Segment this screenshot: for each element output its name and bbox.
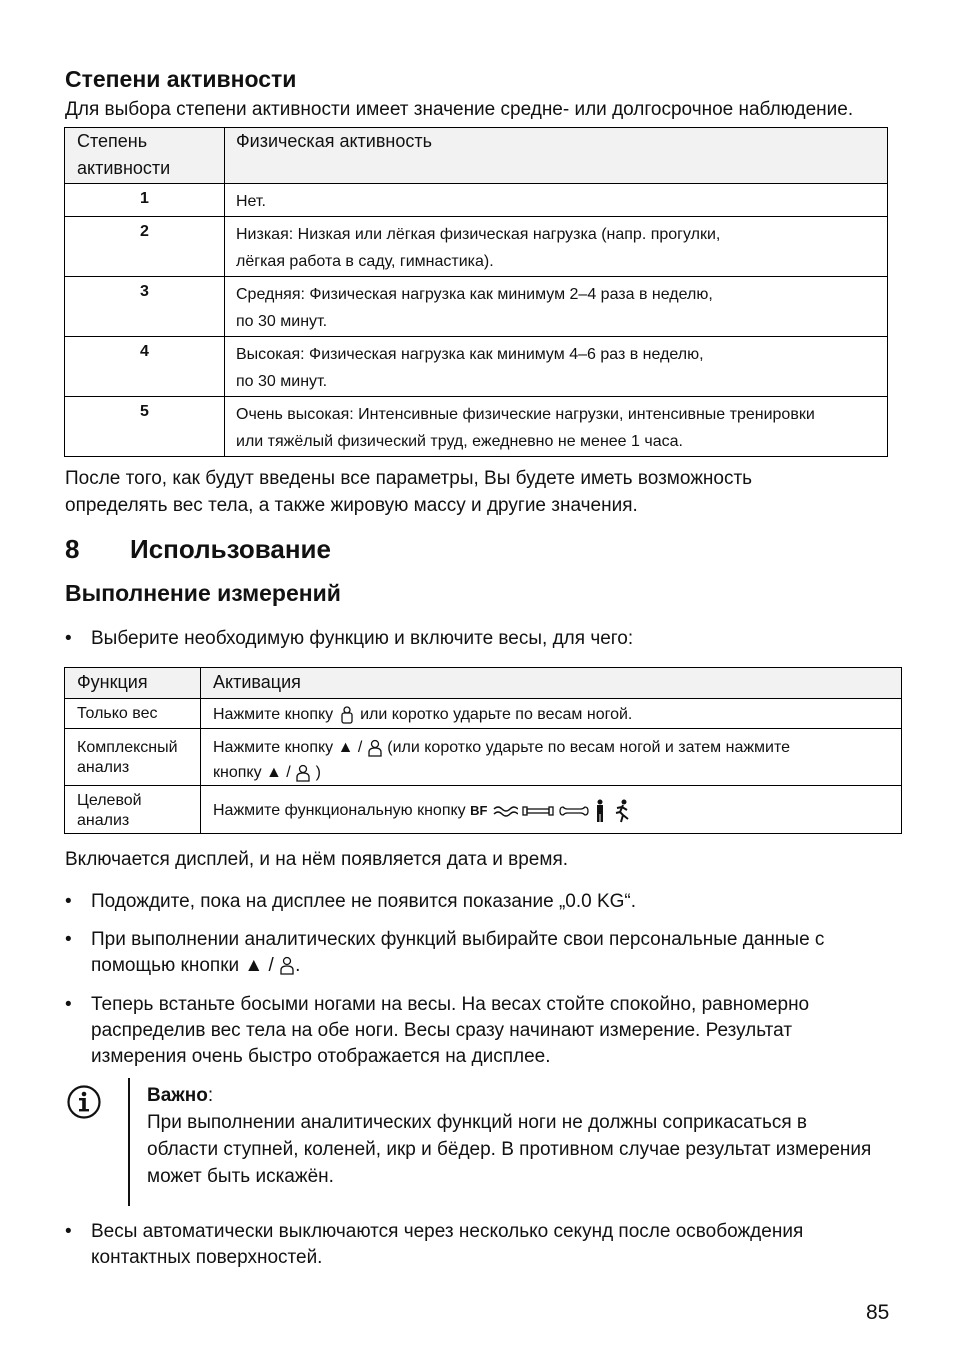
bullet-icon: • <box>65 628 72 649</box>
table-row <box>65 217 888 277</box>
chapter-heading <box>65 534 331 565</box>
bullet-icon: • <box>65 994 72 1015</box>
activity-level: 5 <box>65 397 225 457</box>
function-table-header-activation: Активация <box>201 668 902 699</box>
activity-level: 1 <box>65 184 225 217</box>
activity-desc: Высокая: Физическая нагрузка как минимум 4–6 раз в неделю, по 30 минут. <box>225 337 888 397</box>
function-name: Комплексный анализ <box>65 729 201 786</box>
activity-table <box>64 127 888 457</box>
bullet-icon: • <box>65 929 72 950</box>
user-icon <box>279 956 295 975</box>
activity-desc: Низкая: Низкая или лёгкая физическая нагрузка (напр. прогулки, лёгкая работа в саду, гимнастика). <box>225 217 888 277</box>
water-icon <box>492 804 518 818</box>
function-table <box>64 667 902 834</box>
activity-desc: Нет. <box>225 184 888 217</box>
note-text: При выполнении аналитических функций ноги не должны соприкасаться в области ступней, коленей, икр и бёдер. В противном случае результат измерения может быть искажён. <box>147 1112 872 1187</box>
table-row <box>65 184 888 217</box>
bf-label: BF <box>470 803 488 818</box>
activity-level: 2 <box>65 217 225 277</box>
bullet-icon: • <box>65 891 72 912</box>
user-key-icon <box>338 706 356 724</box>
activity-table-header-activity: Физическая активность <box>225 128 888 184</box>
chapter-number: 8 <box>65 534 80 564</box>
bullet-select-personal-data: При выполнении аналитических функций выбирайте свои персональные данные с помощью кнопки ▲ / . <box>91 929 825 976</box>
activity-level: 4 <box>65 337 225 397</box>
function-activation: Нажмите кнопку ▲ / (или коротко ударьте по весам ногой и затем нажмите кнопку ▲ / ) <box>201 729 902 786</box>
muscle-icon <box>522 804 554 818</box>
function-activation: Нажмите функциональную кнопку BF <box>201 786 902 834</box>
activity-desc: Очень высокая: Интенсивные физические нагрузки, интенсивные тренировки или тяжёлый физический труд, ежедневно не менее 1 часа. <box>225 397 888 457</box>
activity-intro: Для выбора степени активности имеет значение средне- или долгосрочное наблюдение. <box>65 99 854 120</box>
activity-level: 3 <box>65 277 225 337</box>
function-name: Только вес <box>65 699 201 729</box>
table-row <box>65 729 902 786</box>
section-heading-measurements: Выполнение измерений <box>65 580 341 606</box>
activity-after: После того, как будут введены все параметры, Вы будете иметь возможность определять вес тела, а также жировую массу и другие значения. <box>65 468 753 516</box>
person-standing-icon <box>593 799 607 823</box>
bullet-wait-display: Подождите, пока на дисплее не появится показание „0.0 KG“. <box>91 891 637 912</box>
function-activation: Нажмите кнопку или коротко ударьте по весам ногой. <box>201 699 902 729</box>
note-divider <box>128 1078 130 1206</box>
info-icon <box>66 1084 102 1120</box>
bone-icon <box>559 804 589 818</box>
function-name: Целевой анализ <box>65 786 201 834</box>
user-icon <box>295 764 311 782</box>
user-icon <box>367 739 383 757</box>
bullet-select-function: Выберите необходимую функцию и включите весы, для чего: <box>91 628 634 649</box>
bullet-stand-on-scale: Теперь встаньте босыми ногами на весы. На весах стойте спокойно, равномерно распределив вес тела на обе ноги. Весы сразу начинают измерение. Результат измерения очень быстро отображается на дисплее. <box>91 994 810 1067</box>
activity-desc: Средняя: Физическая нагрузка как минимум 2–4 раза в неделю, по 30 минут. <box>225 277 888 337</box>
activity-table-header-level: Степень активности <box>65 128 225 184</box>
table-row <box>65 786 902 834</box>
bullet-icon: • <box>65 1221 72 1242</box>
table-row <box>65 337 888 397</box>
table-row <box>65 277 888 337</box>
note-title: Важно: <box>147 1085 214 1106</box>
person-running-icon <box>612 799 632 823</box>
table-row <box>65 397 888 457</box>
section-heading-activity: Степени активности <box>65 66 297 92</box>
table-row <box>65 699 902 729</box>
chapter-title: Использование <box>130 534 331 564</box>
display-text: Включается дисплей, и на нём появляется дата и время. <box>65 849 569 870</box>
function-table-header-function: Функция <box>65 668 201 699</box>
bullet-auto-off: Весы автоматически выключаются через несколько секунд после освобождения контактных поверхностей. <box>91 1221 804 1268</box>
page-number: 85 <box>866 1301 890 1324</box>
